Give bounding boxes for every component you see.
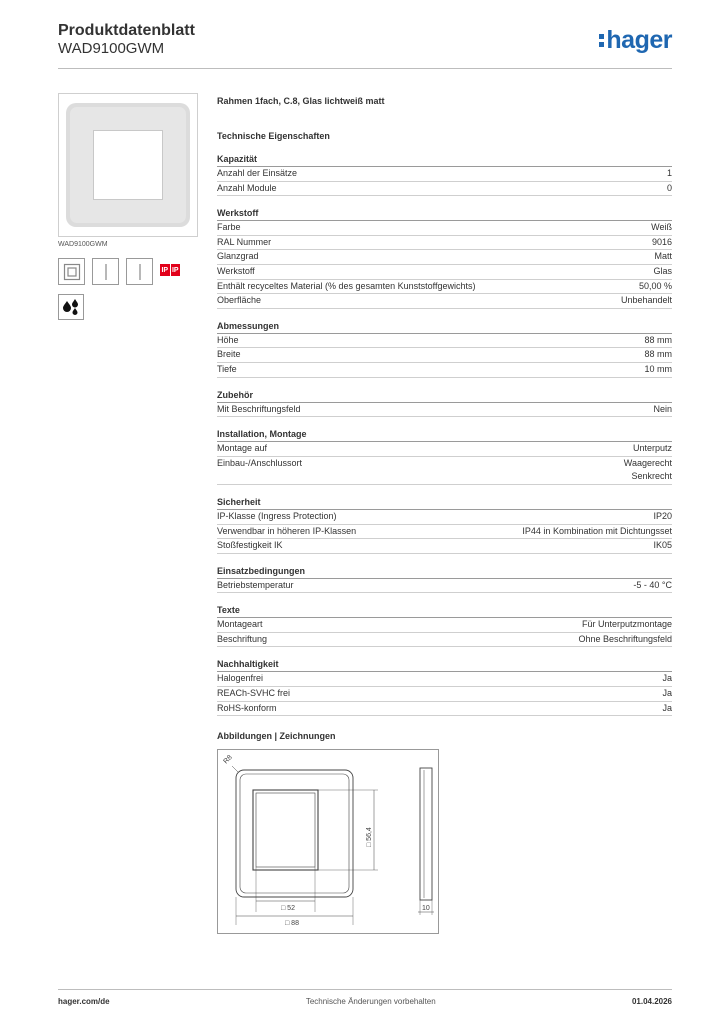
spec-row <box>217 265 672 280</box>
section-title: Werkstoff <box>217 207 672 221</box>
spec-value <box>667 167 672 181</box>
spec-row <box>217 280 672 295</box>
spec-key: Einbau-/Anschlussort <box>217 457 303 468</box>
spec-row <box>217 687 672 702</box>
image-caption: WAD9100GWM <box>58 241 108 248</box>
spec-key: Anzahl Module <box>217 182 277 193</box>
spec-value-text: Matt <box>654 251 672 262</box>
spec-key: RAL Nummer <box>217 236 272 247</box>
spec-section <box>217 604 672 647</box>
spec-value <box>662 687 672 701</box>
spec-key: Breite <box>217 349 241 360</box>
spec-section <box>217 428 672 485</box>
spec-value-text: Für Unterputzmontage <box>581 619 672 630</box>
spec-value-text: 1 <box>666 168 672 178</box>
document-date: 01.04.2026 <box>631 997 672 1006</box>
spec-value-text: Ja <box>662 702 672 713</box>
spec-value <box>582 618 672 632</box>
inner-height-dim: □ 56,4 <box>366 827 373 847</box>
disclaimer-text: Technische Änderungen vorbehalten <box>305 997 436 1006</box>
product-reference: WAD9100GWM <box>58 40 165 57</box>
spec-value-text: 88 mm <box>644 349 672 360</box>
spec-value <box>653 265 672 279</box>
product-image <box>58 93 198 237</box>
spec-key: Anzahl der Einsätze <box>217 168 298 178</box>
spec-key: Montageart <box>217 619 263 630</box>
spec-section <box>217 496 672 554</box>
page-footer <box>58 989 672 1006</box>
spec-value <box>639 280 672 294</box>
spec-key: IP-Klasse (Ingress Protection) <box>217 510 337 521</box>
spec-key: Glanzgrad <box>217 251 259 262</box>
spec-value-text: Glas <box>653 265 672 276</box>
spec-section <box>217 153 672 196</box>
technical-drawing <box>217 749 439 934</box>
page-header <box>58 21 672 69</box>
spec-value-text: Unterputz <box>632 443 672 454</box>
spec-row <box>217 182 672 197</box>
spec-value-text: IK05 <box>653 540 672 551</box>
spec-key: Verwendbar in höheren IP-Klassen <box>217 525 357 536</box>
spec-key: Oberfläche <box>217 295 262 306</box>
spec-value-text: Ohne Beschriftungsfeld <box>578 633 672 644</box>
spec-key: Farbe <box>217 222 241 233</box>
water-drops-icon <box>58 294 84 320</box>
section-title: Nachhaltigkeit <box>217 658 672 672</box>
spec-row <box>217 348 672 363</box>
section-title: Installation, Montage <box>217 428 672 442</box>
spec-value-text: IP20 <box>653 510 672 521</box>
spec-value <box>653 510 672 524</box>
drawings-heading: Abbildungen | Zeichnungen <box>217 731 336 741</box>
spec-key: Höhe <box>217 334 239 345</box>
spec-value-text: Weiß <box>651 222 672 233</box>
spec-value-text: 10 mm <box>644 363 672 374</box>
spec-row <box>217 250 672 265</box>
technical-properties-heading: Technische Eigenschaften <box>217 131 330 141</box>
outer-width-dim: □ 88 <box>285 920 299 927</box>
spec-row <box>217 294 672 309</box>
spec-key: Montage auf <box>217 443 268 454</box>
spec-value <box>633 442 672 456</box>
depth-dim: 10 <box>422 905 430 912</box>
spec-key: Beschriftung <box>217 633 268 644</box>
spec-value-text: 0 <box>666 182 672 193</box>
spec-value <box>654 250 672 264</box>
spec-value-text: 88 mm <box>644 334 672 345</box>
horizontal-mount-icon <box>126 258 153 285</box>
frame-pictogram-icon <box>58 258 85 285</box>
spec-key: Halogenfrei <box>217 673 264 684</box>
ip-label-1: IP <box>160 264 170 276</box>
spec-value-text-2: Senkrecht <box>631 471 672 482</box>
spec-key: Mit Beschriftungsfeld <box>217 403 301 414</box>
spec-row <box>217 167 672 182</box>
spec-value <box>644 348 672 362</box>
spec-row <box>217 633 672 648</box>
inner-width-dim: □ 52 <box>281 905 295 912</box>
spec-value <box>662 702 672 716</box>
website-link[interactable]: hager.com/de <box>58 997 110 1006</box>
section-title: Texte <box>217 604 672 618</box>
spec-row <box>217 403 672 418</box>
vertical-mount-icon <box>92 258 119 285</box>
spec-row <box>217 221 672 236</box>
spec-value <box>644 334 672 348</box>
section-title: Abmessungen <box>217 320 672 334</box>
spec-value <box>653 403 672 417</box>
section-title: Sicherheit <box>217 496 672 510</box>
spec-value-text: Waagerecht <box>623 457 672 468</box>
section-title: Einsatzbedingungen <box>217 565 672 579</box>
spec-key: Stoßfestigkeit IK <box>217 540 283 551</box>
spec-row <box>217 442 672 457</box>
spec-value-text: 9016 <box>651 236 672 247</box>
spec-section <box>217 389 672 418</box>
spec-key: Betriebstemperatur <box>217 579 294 590</box>
logo-text: hager <box>606 26 672 54</box>
radius-label: R8 <box>222 754 234 766</box>
document-title: Produktdatenblatt <box>58 22 195 39</box>
spec-row <box>217 236 672 251</box>
spec-value-text: Unbehandelt <box>620 295 672 306</box>
spec-section <box>217 207 672 309</box>
spec-sections <box>217 153 672 716</box>
spec-value <box>621 294 672 308</box>
spec-row <box>217 618 672 633</box>
spec-value <box>644 363 672 377</box>
section-title: Zubehör <box>217 389 672 403</box>
spec-value-text: -5 - 40 °C <box>633 579 672 590</box>
spec-row <box>217 672 672 687</box>
spec-key: REACh-SVHC frei <box>217 688 291 699</box>
spec-section <box>217 320 672 378</box>
product-visuals <box>58 93 198 320</box>
spec-row <box>217 363 672 378</box>
hager-logo[interactable] <box>599 26 672 54</box>
spec-value <box>578 633 672 647</box>
side-view <box>420 768 432 900</box>
ip-label-2: IP <box>171 264 181 276</box>
spec-row <box>217 539 672 554</box>
spec-row <box>217 334 672 349</box>
spec-value <box>653 539 672 553</box>
spec-value-text: Ja <box>662 688 672 699</box>
spec-value <box>633 579 672 593</box>
spec-row <box>217 579 672 594</box>
spec-value-text: Nein <box>653 403 672 414</box>
spec-value <box>652 236 672 250</box>
spec-value <box>667 182 672 196</box>
spec-value-text: IP44 in Kombination mit Dichtungsset <box>522 525 672 536</box>
spec-row <box>217 510 672 525</box>
spec-value-text: Ja <box>662 673 672 684</box>
pictogram-row <box>58 258 198 285</box>
spec-value-text: 50,00 % <box>638 280 672 291</box>
spec-value <box>522 525 672 539</box>
spec-section <box>217 658 672 716</box>
spec-value <box>662 672 672 686</box>
spec-row <box>217 702 672 717</box>
spec-row <box>217 525 672 540</box>
logo-dots-icon <box>599 34 604 47</box>
spec-key: RoHS-konform <box>217 702 277 713</box>
spec-row <box>217 457 672 485</box>
spec-value <box>651 221 672 235</box>
spec-section <box>217 565 672 594</box>
spec-key: Tiefe <box>217 363 237 374</box>
section-title: Kapazität <box>217 153 672 167</box>
spec-key: Werkstoff <box>217 265 255 276</box>
frame-outline-outer <box>236 770 353 897</box>
ip-rating-icon <box>160 264 180 276</box>
spec-key: Enthält recyceltes Material (% des gesamten Kunststoffgewichts) <box>217 280 476 291</box>
spec-content <box>217 95 672 716</box>
product-name: Rahmen 1fach, C.8, Glas lichtweiß matt <box>217 96 385 106</box>
frame-opening <box>253 790 318 870</box>
spec-value <box>624 457 672 484</box>
